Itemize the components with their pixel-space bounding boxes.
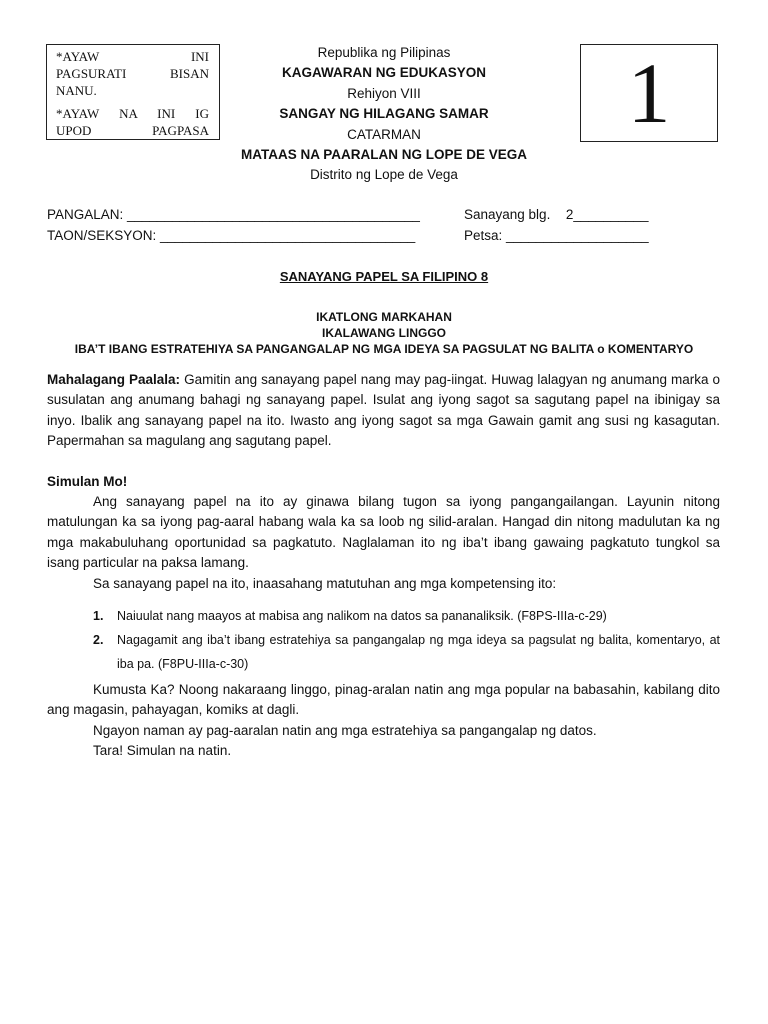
warning-line: *AYAW NA INI IG xyxy=(56,106,209,121)
school-name: MATAAS NA PAARALAN NG LOPE DE VEGA xyxy=(240,147,527,163)
warning-box xyxy=(46,44,220,140)
competency-text: Naiuulat nang maayos at mabisa ang nalikom na datos sa pananaliksik. (F8PS-IIIa-c-29) xyxy=(117,609,607,624)
intro-paragraph: Ang sanayang papel na ito ay ginawa bilang tugon sa iyong pangangailangan. Layunin nitong matulungan ka sa iyong pag-aaral habang wala ka sa loob ng silid-aralan. Hangad din nitong madulutan ka ng mga makabuluhang oportunidad sa pagkatuto. Naglalaman ito ng iba’t ibang gawaing pagkatuto tungkol sa isang particular na paksa lamang. xyxy=(47,494,720,571)
page-number: 1 xyxy=(627,45,671,141)
intro-paragraph: Tara! Simulan na natin. xyxy=(93,743,232,759)
city-name: CATARMAN xyxy=(347,126,421,142)
warning-line: NANU. xyxy=(56,83,97,98)
district-name: Distrito ng Lope de Vega xyxy=(310,167,458,183)
intro-heading: Simulan Mo! xyxy=(47,473,128,489)
sheet-number-label: Sanayang blg. xyxy=(464,207,551,222)
sheet-number-field[interactable] xyxy=(464,207,648,222)
competency-list xyxy=(47,604,720,676)
worksheet-title: SANAYANG PAPEL SA FILIPINO 8 xyxy=(279,269,489,284)
department-name: KAGAWARAN NG EDUKASYON xyxy=(281,65,486,81)
region-name: Rehiyon VIII xyxy=(347,85,421,101)
name-field[interactable]: PANGALAN: _______________________________________ xyxy=(47,207,420,222)
page-number-box xyxy=(580,44,718,142)
list-item xyxy=(47,604,720,628)
list-number: 2. xyxy=(93,633,104,648)
reminder-text: Gamitin ang sanayang papel nang may pag-iingat. Huwag lalagyan ng anumang marka o susulatan ang anumang bahagi ng sanayang papel. Isulat ang iyong sagot sa sagutang papel na ibinigay sa inyo. Ibalik ang sanayang papel na ito. Iwasto ang iyong sagot sa mga Gawain gamit ang susi ng kasagutan. Papermahan sa magulang ang sagutang papel. xyxy=(47,372,720,449)
warning-line: PAGSURATI BISAN xyxy=(56,66,209,81)
sheet-number-value: 2__________ xyxy=(565,207,649,222)
worksheet-body xyxy=(47,370,720,762)
date-field[interactable]: Petsa: ___________________ xyxy=(464,228,649,243)
reminder-label: Mahalagang Paalala: xyxy=(47,372,181,387)
intro-paragraph: Kumusta Ka? Noong nakaraang linggo, pinag-aralan natin ang mga popular na babasahin, kabilang dito ang magasin, pahayagan, komiks at dagli. xyxy=(47,682,720,718)
lesson-titles xyxy=(40,309,728,357)
school-header xyxy=(200,43,568,186)
competency-text: Nagagamit ang iba’t ibang estratehiya sa pangangalap ng mga ideya sa pagsulat ng balita, komentaryo, at iba pa. (F8PU-IIIa-c-30) xyxy=(117,633,720,672)
division-name: SANGAY NG HILAGANG SAMAR xyxy=(279,106,489,122)
week-title: IKALAWANG LINGGO xyxy=(322,326,446,340)
list-item xyxy=(47,628,720,676)
intro-paragraph: Sa sanayang papel na ito, inaasahang matutuhan ang mga kompetensing ito: xyxy=(93,575,557,591)
year-section-field[interactable]: TAON/SEKSYON: __________________________________ xyxy=(47,228,416,243)
warning-line: *AYAW INI xyxy=(56,49,209,64)
topic-title: IBA’T IBANG ESTRATEHIYA SA PANGANGALAP NG MGA IDEYA SA PAGSULAT NG BALITA o KOMENTARYO xyxy=(74,342,694,356)
reminder-paragraph xyxy=(47,370,720,452)
warning-line: UPOD PAGPASA xyxy=(56,123,209,138)
quarter-title: IKATLONG MARKAHAN xyxy=(316,310,452,324)
list-number: 1. xyxy=(93,609,104,624)
country-name: Republika ng Pilipinas xyxy=(317,45,451,60)
intro-paragraph: Ngayon naman ay pag-aaralan natin ang mga estratehiya sa pangangalap ng datos. xyxy=(93,722,597,738)
